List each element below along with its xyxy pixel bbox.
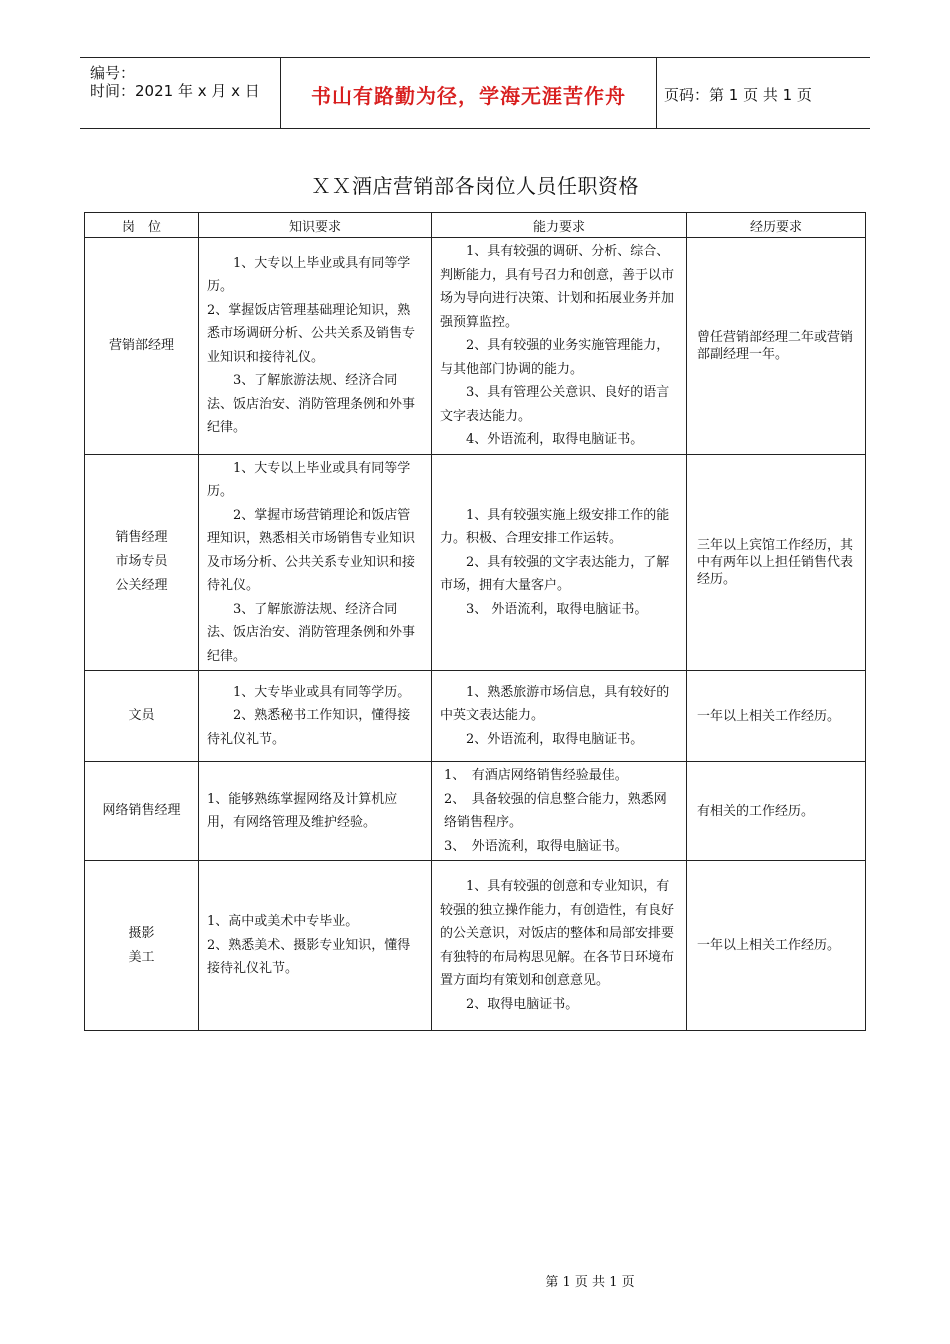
knowledge-item: 2、熟悉秘书工作知识，懂得接待礼仪礼节。: [207, 708, 411, 747]
header-page-info: 页码：第 1 页 共 1 页: [664, 86, 812, 104]
knowledge-item: 1、大专毕业或具有同等学历。: [233, 684, 411, 700]
experience-cell: [687, 762, 866, 861]
knowledge-cell: [199, 861, 432, 1031]
header-motto: 书山有路勤为径，学海无涯苦作舟: [311, 84, 626, 108]
experience-cell: [687, 238, 866, 455]
experience-cell: [687, 861, 866, 1031]
position-cell: [85, 671, 199, 762]
ability-cell: [432, 671, 687, 762]
table-row: [85, 238, 866, 455]
ability-cell: [432, 238, 687, 455]
knowledge-cell: [199, 671, 432, 762]
knowledge-item: 2、掌握饭店管理基础理论知识，熟悉市场调研分析、公共关系及销售专业知识和接待礼仪。: [207, 302, 416, 365]
document-header: [80, 57, 870, 129]
position-name: 市场专员: [115, 554, 168, 570]
knowledge-cell: [199, 238, 432, 455]
experience-text: 曾任营销部经理二年或营销部副经理一年。: [697, 329, 854, 362]
position-name: 文员: [128, 708, 155, 723]
qualification-table: [84, 212, 866, 1031]
position-name: 网络销售经理: [102, 803, 181, 818]
knowledge-item: 1、高中或美术中专毕业。: [207, 914, 359, 930]
header-ability: 能力要求: [432, 213, 687, 238]
knowledge-item: 3、了解旅游法规、经济合同法、饭店治安、消防管理条例和外事纪律。: [207, 373, 416, 436]
ability-item: 3、 外语流利，取得电脑证书。: [466, 601, 648, 617]
position-name: 营销部经理: [108, 337, 174, 353]
ability-item: 2、外语流利，取得电脑证书。: [466, 731, 644, 747]
ability-item: 1、熟悉旅游市场信息，具有较好的中英文表达能力。: [440, 684, 670, 724]
experience-text: 有相关的工作经历。: [697, 803, 815, 819]
header-position: 岗 位: [85, 213, 199, 238]
experience-cell: [687, 454, 866, 671]
knowledge-cell: [199, 454, 432, 671]
knowledge-item: 1、能够熟练掌握网络及计算机应用，有网络管理及维护经验。: [207, 791, 398, 830]
ability-item: 1、具有较强的调研、分析、综合、判断能力，具有号召力和创意，善于以市场为导向进行决策、计划和拓展业务并加强预算监控。: [440, 244, 675, 330]
header-experience: 经历要求: [687, 213, 866, 238]
knowledge-item: 1、大专以上毕业或具有同等学历。: [207, 255, 411, 295]
ability-item: 3、具有管理公关意识、良好的语言文字表达能力。: [440, 385, 670, 424]
experience-text: 一年以上相关工作经历。: [697, 938, 841, 953]
header-page-cell: [656, 58, 870, 128]
knowledge-item: 3、了解旅游法规、经济合同法、饭店治安、消防管理条例和外事纪律。: [207, 601, 416, 664]
ability-cell: [432, 762, 687, 861]
position-cell: [85, 454, 199, 671]
ability-item: 1、具有较强实施上级安排工作的能力。积极、合理安排工作运转。: [440, 507, 670, 546]
page-footer: 第 1 页 共 1 页: [545, 1275, 635, 1290]
ability-item: 2、具有较强的文字表达能力，了解市场，拥有大量客户。: [440, 554, 670, 593]
ability-item: 3、 外语流利，取得电脑证书。: [444, 838, 628, 854]
ability-item: 1、 有酒店网络销售经验最佳。: [444, 768, 628, 783]
table-row: [85, 861, 866, 1031]
position-name: 公关经理: [115, 578, 168, 594]
ability-item: 2、 具备较强的信息整合能力，熟悉网络销售程序。: [444, 791, 667, 830]
header-meta-cell: [80, 58, 280, 128]
header-knowledge: 知识要求: [199, 213, 432, 238]
position-cell: [85, 762, 199, 861]
knowledge-cell: [199, 762, 432, 861]
knowledge-item: 2、熟悉美术、摄影专业知识，懂得接待礼仪礼节。: [207, 937, 411, 977]
ability-item: 2、具有较强的业务实施管理能力，与其他部门协调的能力。: [440, 338, 670, 377]
position-cell: [85, 238, 199, 455]
ability-item: 4、外语流利，取得电脑证书。: [466, 432, 644, 447]
ability-cell: [432, 454, 687, 671]
table-row: [85, 671, 866, 762]
experience-text: 一年以上相关工作经历。: [697, 708, 841, 724]
ability-item: 1、具有较强的创意和专业知识，有较强的独立操作能力，有创造性，有良好的公关意识，对饭店的整体和局部安排要有独特的布局构思见解。在各节日环境布置方面均有策划和创意意见。: [440, 879, 675, 988]
table-row: [85, 762, 866, 861]
position-name: 销售经理: [115, 530, 168, 546]
position-name: 摄影: [128, 925, 155, 941]
ability-item: 2、取得电脑证书。: [466, 996, 579, 1012]
header-motto-cell: [280, 58, 657, 128]
table-header-row: [85, 213, 866, 238]
position-cell: [85, 861, 199, 1031]
experience-text: 三年以上宾馆工作经历，其中有两年以上担任销售代表经历。: [697, 537, 854, 587]
position-name: 美工: [128, 949, 155, 965]
document-number-label: 编号：: [90, 64, 136, 82]
ability-cell: [432, 861, 687, 1031]
document-date: 时间：2021 年 x 月 x 日: [90, 82, 260, 100]
page-title: ＸＸ酒店营销部各岗位人员任职资格: [311, 174, 639, 198]
table-row: [85, 454, 866, 671]
knowledge-item: 2、掌握市场营销理论和饭店管理知识，熟悉相关市场销售专业知识及市场分析、公共关系专业知识和接待礼仪。: [207, 507, 416, 593]
knowledge-item: 1、大专以上毕业或具有同等学历。: [207, 460, 411, 499]
experience-cell: [687, 671, 866, 762]
